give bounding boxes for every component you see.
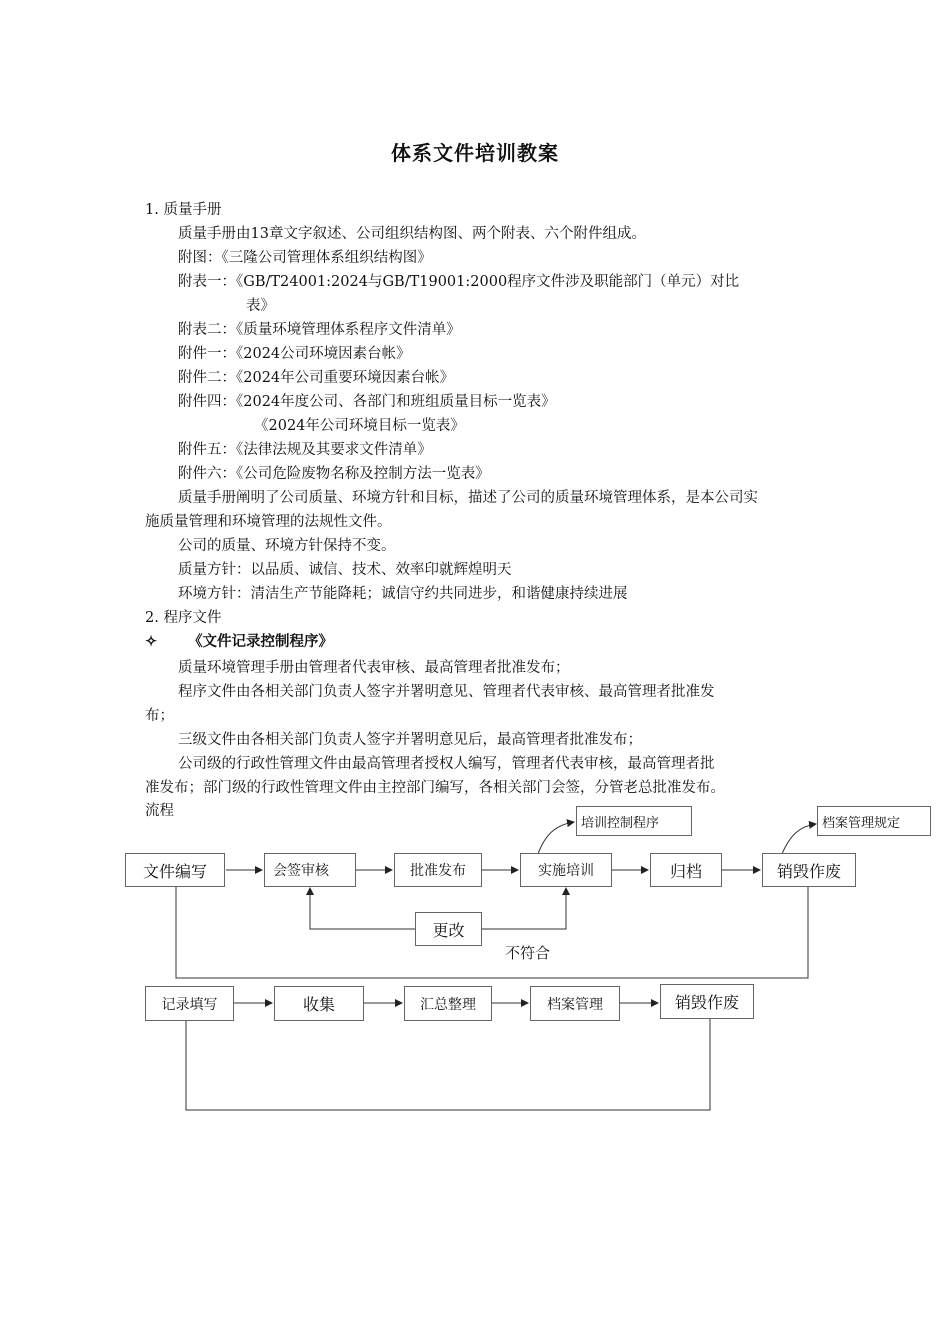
attachment-line: 表》: [246, 298, 275, 314]
attachment-line: 附件一：《2024公司环境因素台帐》: [178, 346, 411, 362]
flow-node-change: 更改: [415, 912, 482, 946]
flow-node-write-document: 文件编写: [125, 853, 225, 887]
section1-heading: 1. 质量手册: [145, 202, 222, 218]
procedure-title-text: 《文件记录控制程序》: [188, 633, 334, 650]
flow-node-approve-release: 批准发布: [394, 853, 482, 887]
procedure-para-cont: 准发布；部门级的行政性管理文件由主控部门编写，各相关部门会签，分管老总批准发布。: [145, 780, 725, 796]
procedure-para: 公司级的行政性管理文件由最高管理者授权人编写，管理者代表审核，最高管理者批: [178, 756, 715, 772]
note-archive-management-rule: 档案管理规定: [817, 806, 931, 836]
flow2-node-destroy-void: 销毁作废: [660, 984, 754, 1019]
flow-node-countersign-review: 会签审核: [264, 853, 356, 887]
attachment-line: 附图：《三隆公司管理体系组织结构图》: [178, 250, 432, 266]
section1-intro: 质量手册由13章文字叙述、公司组织结构图、两个附表、六个附件组成。: [178, 226, 646, 242]
flow2-node-collect: 收集: [274, 986, 364, 1021]
attachment-line: 《2024年公司环境目标一览表》: [254, 418, 465, 434]
procedure-para: 程序文件由各相关部门负责人签字并署明意见、管理者代表审核、最高管理者批准发: [178, 684, 715, 700]
attachment-line: 附件二：《2024年公司重要环境因素台帐》: [178, 370, 455, 386]
manual-description: 质量手册阐明了公司质量、环境方针和目标，描述了公司的质量环境管理体系，是本公司实: [178, 490, 758, 506]
page-title: 体系文件培训教案: [391, 141, 559, 165]
diamond-bullet-icon: ✧: [145, 633, 158, 650]
note-training-control-procedure: 培训控制程序: [576, 806, 692, 836]
attachment-line: 附件六：《公司危险废物名称及控制方法一览表》: [178, 466, 490, 482]
attachment-line: 附表二：《质量环境管理体系程序文件清单》: [178, 322, 461, 338]
section2-heading: 2. 程序文件: [145, 610, 222, 626]
quality-policy: 质量方针：以品质、诚信、技术、效率印就辉煌明天: [178, 562, 512, 578]
attachment-line: 附件四：《2024年度公司、各部门和班组质量目标一览表》: [178, 394, 556, 410]
attachment-line: 附表一：《GB/T24001:2024与GB/T19001:2000程序文件涉及职能部门（单元）对比: [178, 274, 740, 290]
flow2-node-summarize: 汇总整理: [404, 986, 492, 1021]
flow2-node-archive-management: 档案管理: [530, 986, 620, 1021]
flow-node-implement-training: 实施培训: [520, 853, 612, 887]
procedure-para-cont: 布；: [145, 708, 174, 724]
environment-policy: 环境方针：清洁生产节能降耗；诚信守约共同进步，和谐健康持续进展: [178, 586, 628, 602]
manual-description-cont: 施质量管理和环境管理的法规性文件。: [145, 514, 392, 530]
flow2-node-record-fill: 记录填写: [145, 986, 234, 1021]
nonconformity-label: 不符合: [505, 944, 551, 962]
flow-node-destroy-void: 销毁作废: [762, 853, 856, 887]
attachment-line: 附件五：《法律法规及其要求文件清单》: [178, 442, 432, 458]
flow-node-archive: 归档: [650, 853, 722, 887]
procedure-para: 质量环境管理手册由管理者代表审核、最高管理者批准发布；: [178, 660, 570, 676]
procedure-para: 三级文件由各相关部门负责人签字并署明意见后，最高管理者批准发布；: [178, 732, 642, 748]
policy-unchanged: 公司的质量、环境方针保持不变。: [178, 538, 396, 554]
flow-label: 流程: [145, 803, 174, 819]
